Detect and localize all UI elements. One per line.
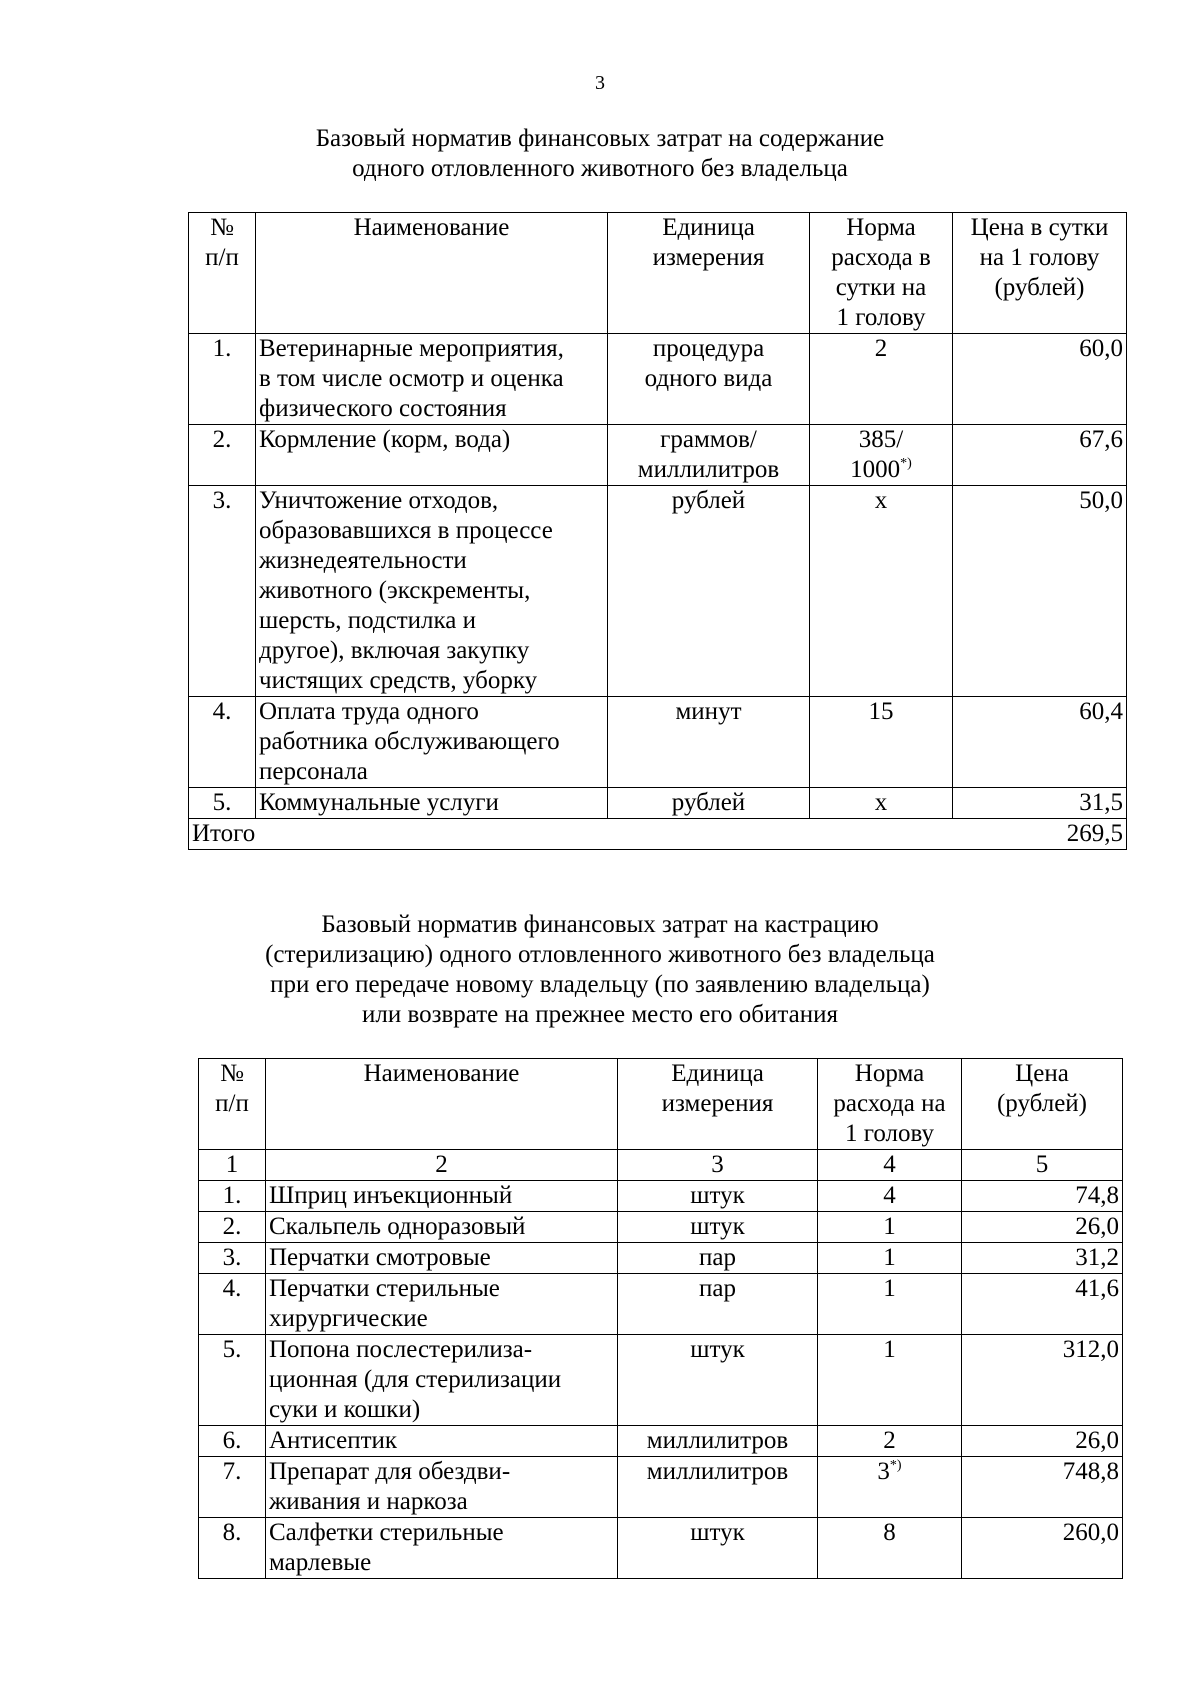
norm-value: 1	[883, 1275, 896, 1302]
consumption-norm	[810, 697, 953, 788]
section2-title-line: (стерилизацию) одного отловленного животного без владельца	[265, 941, 935, 968]
unit-of-measure: штук	[618, 1335, 818, 1426]
header-norm: Норма расхода в сутки на 1 голову	[810, 213, 953, 334]
section1-title	[0, 124, 1200, 184]
row-number: 3.	[199, 1243, 266, 1274]
unit-of-measure: рублей	[608, 486, 810, 697]
total-spacer	[608, 819, 953, 850]
price-value: 26,0	[962, 1426, 1123, 1457]
header-num: № п/п	[189, 213, 256, 334]
column-number: 1	[199, 1150, 266, 1181]
column-number-row	[199, 1150, 1123, 1181]
consumption-norm	[810, 486, 953, 697]
row-number: 1.	[189, 334, 256, 425]
item-name: Перчатки смотровые	[266, 1243, 618, 1274]
column-number: 4	[818, 1150, 962, 1181]
norm-value: 385/ 1000	[850, 426, 904, 483]
price-value: 41,6	[962, 1274, 1123, 1335]
row-number: 7.	[199, 1457, 266, 1518]
norm-value: х	[874, 789, 888, 816]
consumption-norm	[818, 1212, 962, 1243]
item-name: Перчатки стерильные хирургические	[266, 1274, 618, 1335]
table-row	[199, 1243, 1123, 1274]
page-number: 3	[595, 72, 605, 94]
footnote-mark: *)	[900, 456, 912, 471]
header-num: № п/п	[199, 1059, 266, 1150]
row-number: 8.	[199, 1518, 266, 1579]
column-number: 2	[266, 1150, 618, 1181]
unit-of-measure: пар	[618, 1274, 818, 1335]
price-value: 260,0	[962, 1518, 1123, 1579]
item-name: Скальпель одноразовый	[266, 1212, 618, 1243]
table-row	[199, 1457, 1123, 1518]
norm-value: 4	[883, 1182, 896, 1209]
table-row	[199, 1426, 1123, 1457]
consumption-norm	[818, 1518, 962, 1579]
total-row	[189, 819, 1127, 850]
norm-value: 1	[883, 1213, 896, 1240]
row-number: 2.	[189, 425, 256, 486]
column-number: 3	[618, 1150, 818, 1181]
table-row	[189, 788, 1127, 819]
table-header-row	[199, 1059, 1123, 1150]
item-name: Салфетки стерильные марлевые	[266, 1518, 618, 1579]
header-unit: Единица измерения	[608, 213, 810, 334]
norm-value: х	[874, 487, 888, 514]
section1-title-line: одного отловленного животного без владельца	[352, 155, 848, 182]
consumption-norm	[818, 1335, 962, 1426]
item-name: Препарат для обездви- живания и наркоза	[266, 1457, 618, 1518]
item-name: Антисептик	[266, 1426, 618, 1457]
column-number: 5	[962, 1150, 1123, 1181]
unit-of-measure: штук	[618, 1181, 818, 1212]
consumption-norm	[810, 788, 953, 819]
norm-value: 1	[883, 1336, 896, 1363]
price-value: 60,4	[953, 697, 1127, 788]
unit-of-measure: граммов/ миллилитров	[608, 425, 810, 486]
maintenance-cost-table	[188, 212, 1127, 850]
row-number: 1.	[199, 1181, 266, 1212]
footnote-mark: *)	[889, 1458, 902, 1473]
consumption-norm	[810, 425, 953, 486]
norm-value: 3	[877, 1458, 890, 1485]
table-row	[189, 425, 1127, 486]
consumption-norm	[818, 1457, 962, 1518]
table-header-row	[189, 213, 1127, 334]
section2-title	[0, 910, 1200, 1030]
consumption-norm	[818, 1181, 962, 1212]
item-name: Уничтожение отходов, образовавшихся в процессе жизнедеятельности животного (экскременты, шерсть, подстилка и другое), включая закупку чистящих средств, уборку	[256, 486, 608, 697]
norm-value: 1	[883, 1244, 896, 1271]
table-row	[199, 1212, 1123, 1243]
total-label: Итого	[189, 819, 608, 850]
norm-value: 2	[874, 335, 888, 362]
section2-title-line: Базовый норматив финансовых затрат на кастрацию	[321, 911, 879, 938]
unit-of-measure: минут	[608, 697, 810, 788]
header-unit: Единица измерения	[618, 1059, 818, 1150]
row-number: 4.	[199, 1274, 266, 1335]
header-price: Цена в сутки на 1 голову (рублей)	[953, 213, 1127, 334]
table-row	[199, 1274, 1123, 1335]
section2-title-line: или возврате на прежнее место его обитания	[362, 1001, 838, 1028]
item-name: Шприц инъекционный	[266, 1181, 618, 1212]
unit-of-measure: штук	[618, 1212, 818, 1243]
header-norm: Норма расхода на 1 голову	[818, 1059, 962, 1150]
norm-value: 2	[883, 1427, 896, 1454]
price-value: 50,0	[953, 486, 1127, 697]
item-name: Коммунальные услуги	[256, 788, 608, 819]
consumption-norm	[810, 334, 953, 425]
section2-title-line: при его передаче новому владельцу (по заявлению владельца)	[270, 971, 930, 998]
unit-of-measure: пар	[618, 1243, 818, 1274]
unit-of-measure: штук	[618, 1518, 818, 1579]
row-number: 2.	[199, 1212, 266, 1243]
table-row	[199, 1181, 1123, 1212]
price-value: 60,0	[953, 334, 1127, 425]
total-value: 269,5	[953, 819, 1127, 850]
price-value: 312,0	[962, 1335, 1123, 1426]
price-value: 31,5	[953, 788, 1127, 819]
price-value: 748,8	[962, 1457, 1123, 1518]
row-number: 5.	[199, 1335, 266, 1426]
item-name: Кормление (корм, вода)	[256, 425, 608, 486]
table-row	[189, 334, 1127, 425]
unit-of-measure: миллилитров	[618, 1426, 818, 1457]
price-value: 74,8	[962, 1181, 1123, 1212]
item-name: Попона послестерилиза- ционная (для стерилизации суки и кошки)	[266, 1335, 618, 1426]
header-name: Наименование	[256, 213, 608, 334]
table-row	[189, 486, 1127, 697]
table-row	[199, 1335, 1123, 1426]
norm-value: 8	[883, 1519, 896, 1546]
header-price: Цена (рублей)	[962, 1059, 1123, 1150]
consumption-norm	[818, 1243, 962, 1274]
row-number: 3.	[189, 486, 256, 697]
row-number: 6.	[199, 1426, 266, 1457]
consumption-norm	[818, 1426, 962, 1457]
price-value: 67,6	[953, 425, 1127, 486]
unit-of-measure: миллилитров	[618, 1457, 818, 1518]
sterilization-cost-table	[198, 1058, 1123, 1579]
table-row	[199, 1518, 1123, 1579]
row-number: 4.	[189, 697, 256, 788]
header-name: Наименование	[266, 1059, 618, 1150]
price-value: 26,0	[962, 1212, 1123, 1243]
price-value: 31,2	[962, 1243, 1123, 1274]
section1-title-line: Базовый норматив финансовых затрат на содержание	[315, 125, 885, 152]
consumption-norm	[818, 1274, 962, 1335]
unit-of-measure: рублей	[608, 788, 810, 819]
item-name: Оплата труда одного работника обслуживающего персонала	[256, 697, 608, 788]
unit-of-measure: процедура одного вида	[608, 334, 810, 425]
table-row	[189, 697, 1127, 788]
norm-value: 15	[868, 698, 894, 725]
item-name: Ветеринарные мероприятия, в том числе осмотр и оценка физического состояния	[256, 334, 608, 425]
row-number: 5.	[189, 788, 256, 819]
